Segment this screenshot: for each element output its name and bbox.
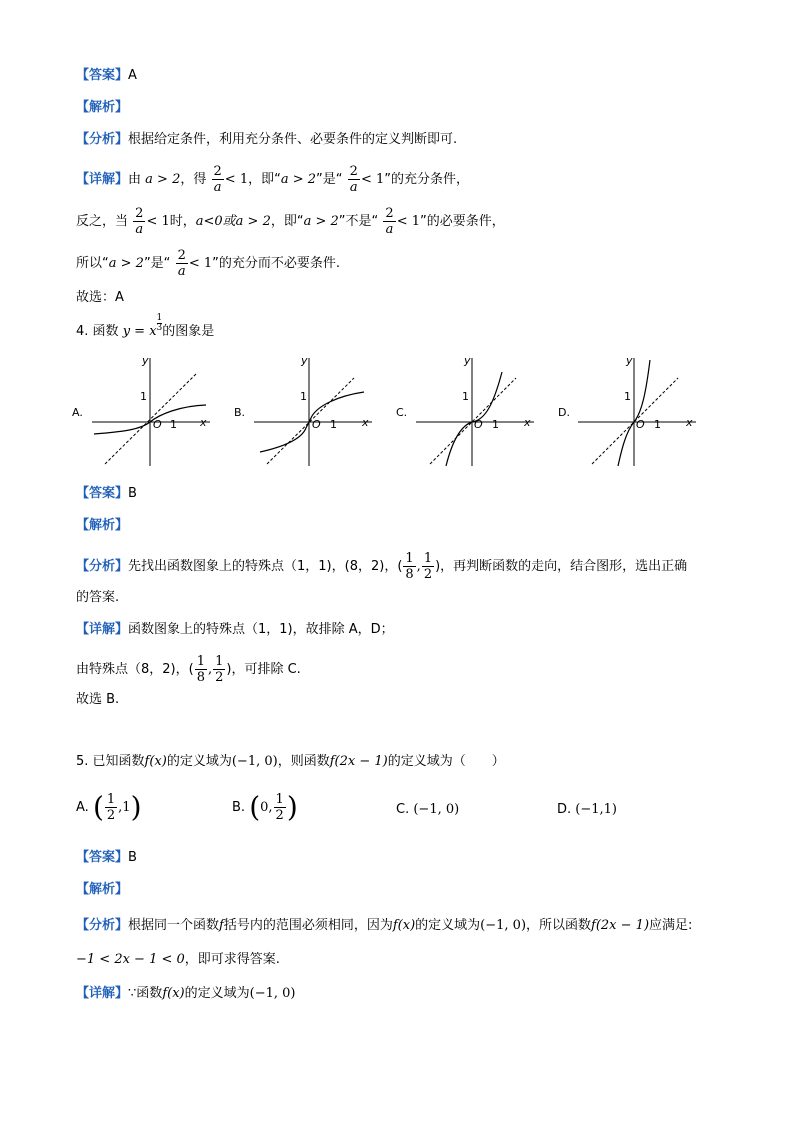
frac-num: 2 — [213, 164, 222, 179]
frac-den: a — [213, 180, 222, 195]
comma: , — [416, 559, 421, 574]
text: ”是“ — [316, 172, 343, 187]
text: 括号内的范围必须相同，因为 — [223, 918, 393, 933]
because-symbol: ∵ — [128, 986, 137, 1001]
q5-option-d[interactable] — [557, 800, 617, 820]
math-expr: a<0或a > 2 — [195, 214, 271, 229]
graph-option-c[interactable] — [394, 352, 544, 472]
frac-den: a — [135, 222, 144, 237]
frac-num: 1 — [215, 654, 224, 669]
fenxi-tag: 【分析】 — [76, 132, 129, 147]
analysis-tag: 【解析】 — [76, 518, 129, 533]
text: 的答案. — [76, 590, 120, 605]
text: 的图象是 — [162, 324, 215, 339]
frac-num: 1 — [196, 654, 205, 669]
text: 所以“ — [76, 256, 109, 271]
text: 先找出函数图象上的特殊点（1，1)，(8，2)，( — [128, 559, 403, 574]
q5-option-c[interactable] — [396, 800, 459, 820]
text: 根据同一个函数 — [128, 918, 220, 933]
graph-c-plot — [394, 352, 544, 472]
frac-den: a — [349, 180, 358, 195]
option-value: (−1,1) — [575, 802, 618, 817]
text: ，即“ — [270, 214, 304, 229]
text: ，即“ — [248, 172, 281, 187]
frac-num: 1 — [106, 792, 116, 807]
axis-y-label: y — [464, 354, 471, 367]
math-expr: ,1 — [118, 800, 131, 815]
fraction — [195, 654, 207, 685]
origin-label: O — [636, 418, 645, 431]
axis-x-label: x — [686, 416, 693, 429]
axis-x-label: x — [524, 416, 531, 429]
text: )，可排除 C. — [226, 662, 301, 677]
math-expr: a > 2 — [108, 256, 144, 271]
math-expr: a > 2 — [280, 172, 317, 187]
comma: , — [207, 662, 213, 677]
frac-num: 2 — [135, 206, 144, 221]
text: 的定义域为（ ） — [387, 754, 505, 769]
q4-fenxi-line2 — [76, 588, 119, 608]
graph-b-plot — [232, 352, 382, 472]
text: ”不是“ — [338, 214, 379, 229]
q4-stem — [76, 313, 215, 342]
answer-value: A — [128, 68, 137, 83]
text: ，即可求得答案. — [184, 952, 280, 967]
math-expr: f(x) — [144, 754, 167, 769]
text: ”的必要条件， — [419, 214, 505, 229]
origin-label: O — [474, 418, 483, 431]
text: 反之，当 — [76, 214, 129, 229]
frac-num: 2 — [385, 206, 394, 221]
math-expr: f(2x − 1) — [591, 918, 650, 933]
option-label: B. — [234, 406, 246, 419]
q4-xiangjie-line2 — [76, 654, 301, 685]
q3-xiangjie-line3 — [76, 248, 340, 279]
xiangjie-tag: 【详解】 — [76, 172, 129, 187]
tick-label: 1 — [170, 418, 177, 431]
fraction — [105, 792, 117, 823]
tick-label: 1 — [492, 418, 499, 431]
math-expr: < 1 — [224, 172, 249, 187]
q3-xiangjie-line2 — [76, 206, 505, 237]
analysis-tag: 【解析】 — [76, 882, 129, 897]
q3-fenxi-line — [76, 130, 457, 150]
math-expr: −1 < 2x − 1 < 0 — [76, 952, 185, 967]
math-expr: f(x) — [392, 918, 416, 933]
xiangjie-tag: 【详解】 — [76, 986, 129, 1001]
axis-y-label: y — [301, 354, 308, 367]
text: 的定义域为 — [184, 986, 250, 1001]
math-expr: < 1 — [188, 256, 213, 271]
math-expr: f(x) — [162, 986, 185, 1001]
math-expr: < 1 — [360, 172, 385, 187]
math-expr: < 1 — [396, 214, 420, 229]
exp-num: 1 — [156, 313, 163, 323]
tick-label: 1 — [462, 390, 469, 403]
fraction — [212, 164, 224, 195]
option-label: C. — [396, 802, 410, 817]
q3-analysis-line — [76, 98, 128, 118]
frac-den: 2 — [423, 567, 433, 582]
answer-tag: 【答案】 — [76, 850, 129, 865]
answer-tag: 【答案】 — [76, 68, 129, 83]
q4-choose-line — [76, 690, 119, 710]
text: 由 — [128, 172, 142, 187]
fraction — [274, 792, 286, 823]
text: 4. 函数 — [76, 324, 119, 339]
math-expr: 0, — [260, 800, 273, 815]
q3-choose-line — [76, 288, 124, 308]
fraction — [213, 654, 225, 685]
q5-xiangjie-line — [76, 984, 295, 1004]
tick-label: 1 — [330, 418, 337, 431]
frac-num: 2 — [349, 164, 358, 179]
text: ，所以函数 — [526, 918, 592, 933]
answer-value: B — [128, 850, 137, 865]
frac-den: a — [385, 222, 394, 237]
tick-label: 1 — [654, 418, 661, 431]
q3-answer-line — [76, 66, 137, 86]
text: )，再判断函数的走向，结合图形，选出正确 — [435, 559, 688, 574]
q5-option-a[interactable]: A. ( $\frac{1}{2}$ ,1) — [76, 790, 142, 824]
answer-tag: 【答案】 — [76, 486, 129, 501]
tick-label: 1 — [140, 390, 147, 403]
tick-label: 1 — [624, 390, 631, 403]
frac-num: 1 — [405, 551, 414, 566]
q5-analysis-line — [76, 880, 128, 900]
frac-den: 2 — [106, 808, 116, 823]
frac-den: a — [177, 264, 186, 279]
tick-label: 1 — [300, 390, 307, 403]
q4-xiangjie-line — [76, 620, 394, 640]
fraction — [422, 551, 434, 582]
text: 5. 已知函数 — [76, 754, 145, 769]
graph-option-b[interactable] — [232, 352, 382, 472]
fenxi-tag: 【分析】 — [76, 918, 129, 933]
exp-den: 3 — [156, 323, 163, 333]
axis-x-label: x — [362, 416, 369, 429]
text: ”的充分条件， — [384, 172, 469, 187]
option-label: D. — [557, 802, 572, 817]
q4-fenxi-line — [76, 551, 687, 582]
text: ”是“ — [143, 256, 171, 271]
frac-den: 8 — [196, 670, 205, 685]
option-label: C. — [396, 406, 408, 419]
text: 由特殊点（8，2)，( — [76, 662, 194, 677]
choose-text: 故选：A — [76, 290, 124, 305]
math-expr: (−1, 0) — [231, 754, 278, 769]
graph-option-a[interactable] — [70, 352, 220, 472]
q3-xiangjie-line1 — [76, 164, 469, 195]
math-expr: y = x — [122, 324, 157, 339]
q5-answer-line — [76, 848, 137, 868]
math-expr: (−1, 0) — [480, 918, 527, 933]
axis-y-label: y — [626, 354, 633, 367]
frac-den: 2 — [215, 670, 224, 685]
math-expr: f(2x − 1) — [329, 754, 388, 769]
math-expr: a > 2 — [145, 172, 181, 187]
axis-x-label: x — [200, 416, 207, 429]
math-expr: < 1 — [146, 214, 170, 229]
q4-analysis-line — [76, 516, 128, 536]
graph-a-plot — [70, 352, 220, 472]
axis-y-label: y — [142, 354, 149, 367]
q5-fenxi-line — [76, 916, 692, 936]
graph-option-d[interactable] — [556, 352, 706, 472]
graph-d-plot — [556, 352, 706, 472]
option-value: (−1, 0) — [413, 802, 460, 817]
text: ”的充分而不必要条件. — [212, 256, 341, 271]
frac-num: 2 — [177, 248, 186, 263]
exponent — [157, 314, 163, 333]
text: 应满足: — [649, 918, 693, 933]
frac-den: 2 — [275, 808, 284, 823]
text: ，得 — [180, 172, 207, 187]
q5-option-b[interactable]: B. (0, $\frac{1}{2}$ ) — [232, 790, 298, 824]
text: 的定义域为 — [415, 918, 481, 933]
option-label: D. — [558, 406, 570, 419]
fenxi-text: 根据给定条件，利用充分条件、必要条件的定义判断即可. — [128, 132, 458, 147]
text: 函数 — [136, 986, 163, 1001]
text: 的定义域为 — [166, 754, 232, 769]
choose-text: 故选 B. — [76, 692, 120, 707]
text: 时， — [169, 214, 196, 229]
fraction — [348, 164, 360, 195]
option-label: A. — [72, 406, 83, 419]
fraction — [403, 551, 415, 582]
math-expr: a > 2 — [303, 214, 339, 229]
answer-value: B — [128, 486, 137, 501]
option-label: B. — [232, 800, 246, 815]
xiangjie-tag: 【详解】 — [76, 622, 129, 637]
fraction — [383, 206, 395, 237]
math-expr: (−1, 0) — [249, 986, 296, 1001]
fraction — [133, 206, 145, 237]
origin-label: O — [153, 418, 162, 431]
fraction — [176, 248, 188, 279]
origin-label: O — [312, 418, 321, 431]
text: 函数图象上的特殊点（1，1)，故排除 A，D； — [128, 622, 394, 637]
frac-den: 8 — [405, 567, 414, 582]
q4-answer-line — [76, 484, 137, 504]
frac-num: 1 — [275, 792, 284, 807]
frac-num: 1 — [423, 551, 433, 566]
option-label: A. — [76, 800, 89, 815]
analysis-tag: 【解析】 — [76, 100, 129, 115]
text: ，则函数 — [277, 754, 330, 769]
math-expr: f — [219, 918, 224, 933]
fenxi-tag: 【分析】 — [76, 559, 129, 574]
q5-fenxi-line2 — [76, 950, 280, 970]
q5-stem — [76, 752, 505, 772]
